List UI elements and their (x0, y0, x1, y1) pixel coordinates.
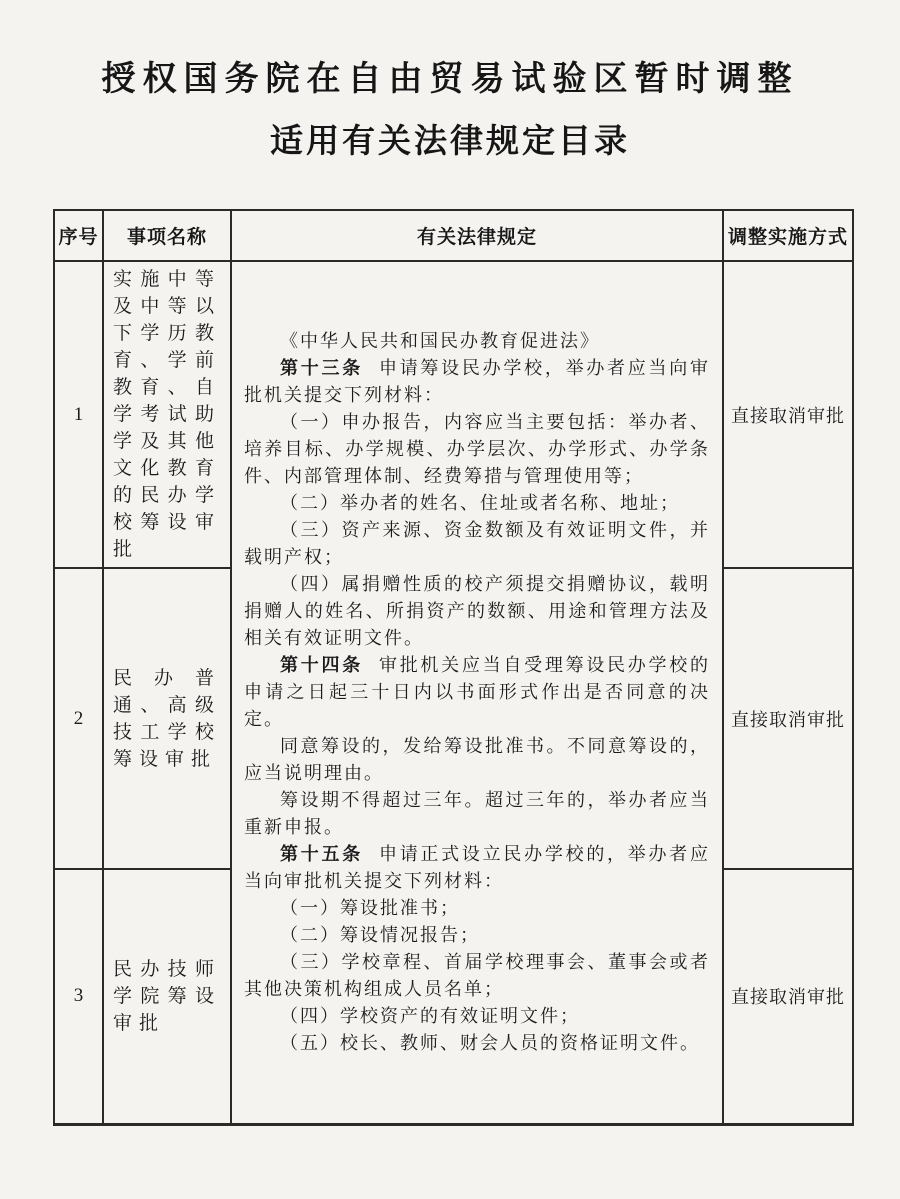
legal-paragraph: （二）举办者的姓名、住址或者名称、地址； (280, 492, 680, 513)
header-cell-adjustment-method: 调整实施方式 (723, 210, 853, 261)
adjustment-method-cell: 直接取消审批 (723, 568, 853, 869)
legal-paragraph: （五）校长、教师、财会人员的资格证明文件。 (280, 1032, 700, 1053)
header-cell-legal-provisions: 有关法律规定 (231, 210, 723, 261)
legal-provisions-cell (231, 261, 723, 1124)
legal-paragraph: 同意筹设的，发给筹设批准书。不同意筹设的，应当说明理由。 (244, 735, 710, 783)
legal-paragraph: （三）资产来源、资金数额及有效证明文件，并载明产权； (244, 519, 710, 567)
row-number-cell: 3 (54, 869, 103, 1124)
adjustment-method-cell: 直接取消审批 (723, 261, 853, 568)
item-name-cell: 实施中等及中等以下学历教育、学前教育、自学考试助学及其他文化教育的民办学校筹设审批 (103, 261, 231, 568)
legal-paragraph: （二）筹设情况报告； (280, 924, 480, 945)
header-cell-item-name: 事项名称 (103, 210, 231, 261)
catalog-table (53, 209, 854, 1126)
legal-text-block (244, 328, 710, 1057)
legal-paragraph: 筹设期不得超过三年。超过三年的，举办者应当重新申报。 (244, 789, 710, 837)
legal-paragraph: 《中华人民共和国民办教育促进法》 (280, 330, 600, 351)
legal-paragraph: 第十四条 审批机关应当自受理筹设民办学校的申请之日起三十日内以书面形式作出是否同意的决定。 (244, 654, 711, 729)
legal-paragraph: （一）申办报告，内容应当主要包括：举办者、培养目标、办学规模、办学层次、办学形式、办学条件、内部管理体制、经费筹措与管理使用等； (244, 411, 710, 486)
title-line-1: 授权国务院在自由贸易试验区暂时调整 (101, 60, 799, 98)
legal-paragraph: （四）属捐赠性质的校产须提交捐赠协议，载明捐赠人的姓名、所捐资产的数额、用途和管理方法及相关有效证明文件。 (244, 573, 710, 648)
article-number: 第十三条 (280, 357, 363, 378)
legal-paragraph: 第十五条 申请正式设立民办学校的，举办者应当向审批机关提交下列材料： (244, 843, 711, 891)
row-number-cell: 1 (54, 261, 103, 568)
adjustment-method-cell: 直接取消审批 (723, 869, 853, 1124)
item-name-cell: 民办普通、高级技工学校筹设审批 (103, 568, 231, 869)
title-line-2: 适用有关法律规定目录 (270, 122, 630, 159)
legal-paragraph: （一）筹设批准书； (280, 897, 460, 918)
page-title (0, 52, 900, 168)
article-number: 第十四条 (280, 654, 363, 675)
table-header-row (54, 210, 853, 261)
item-name-cell: 民办技师学院筹设审批 (103, 869, 231, 1124)
legal-paragraph: （四）学校资产的有效证明文件； (280, 1005, 580, 1026)
article-number: 第十五条 (280, 843, 363, 864)
header-cell-index: 序号 (54, 210, 103, 261)
table-row (54, 261, 853, 568)
row-number-cell: 2 (54, 568, 103, 869)
legal-paragraph: （三）学校章程、首届学校理事会、董事会或者其他决策机构组成人员名单； (244, 951, 710, 999)
legal-paragraph: 第十三条 申请筹设民办学校，举办者应当向审批机关提交下列材料： (244, 357, 711, 405)
